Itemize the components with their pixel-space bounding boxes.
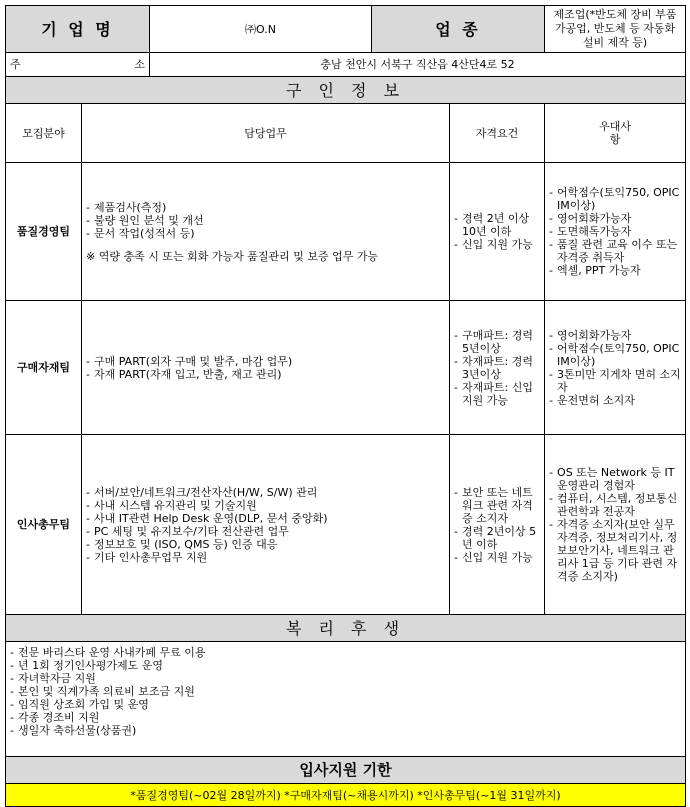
duties-list (82, 355, 449, 381)
industry-label: 업 종 (372, 6, 545, 53)
list-item: - 기타 인사총무업무 지원 (86, 551, 446, 564)
address-label-cell (6, 53, 150, 77)
deadline-title: 입사지원 기한 (6, 757, 686, 784)
job-info-title: 구 인 정 보 (6, 77, 686, 104)
welfare-item: - 전문 바리스타 운영 사내카페 무료 이용 (10, 646, 679, 659)
column-header-row (6, 104, 686, 163)
welfare-title: 복 리 후 생 (6, 615, 686, 642)
qualification-list (450, 486, 544, 564)
welfare-item: - 생일자 축하선물(상품권) (10, 724, 679, 737)
dept-name: 품질경영팀 (6, 163, 82, 301)
address-label-char-2: 소 (134, 58, 146, 71)
list-item: - 영어회화가능자 (549, 329, 682, 342)
list-item: - 자격증 소지자(보안 실무 자격증, 정보처리기사, 정보보안기사, 네트워크 관리사 1급 등 기타 관련 자격증 소지자) (549, 518, 682, 583)
preference-cell (545, 301, 686, 435)
col-header-preference: 우대사항 (545, 104, 686, 163)
list-item: - 사내 시스템 유지관리 및 기술지원 (86, 499, 446, 512)
qualification-cell (450, 163, 545, 301)
deadline-row (6, 784, 686, 807)
qualification-list (450, 329, 544, 407)
qualification-cell (450, 435, 545, 615)
list-item: - 경력 2년 이상 10년 이하 (454, 212, 541, 238)
list-item: - 어학점수(토익750, OPIC IM이상) (549, 186, 682, 212)
welfare-item: - 각종 경조비 지원 (10, 711, 679, 724)
list-item: - PC 세팅 및 유지보수/기타 전산관련 업무 (86, 525, 446, 538)
welfare-item: - 년 1회 정기인사평가제도 운영 (10, 659, 679, 672)
list-item: - 자재 PART(자재 입고, 반출, 재고 관리) (86, 368, 446, 381)
col-header-duties: 담당업무 (82, 104, 450, 163)
list-item: - 도면해독가능자 (549, 225, 682, 238)
welfare-row (6, 642, 686, 757)
welfare-item: - 본인 및 직계가족 의료비 보조금 지원 (10, 685, 679, 698)
job-posting-sheet (5, 5, 685, 807)
duties-cell (82, 163, 450, 301)
list-item: - 서버/보안/네트워크/전산자산(H/W, S/W) 관리 (86, 486, 446, 499)
preference-list (545, 466, 685, 583)
qualification-list (450, 212, 544, 251)
list-item: - 정보보호 및 (ISO, QMS 등) 인증 대응 (86, 538, 446, 551)
duties-list (82, 486, 449, 564)
deadline-title-row (6, 757, 686, 784)
address-row (6, 53, 686, 77)
preference-cell (545, 163, 686, 301)
job-row (6, 435, 686, 615)
list-item: - 엑셀, PPT 가능자 (549, 264, 682, 277)
welfare-item: - 임직원 상조회 가입 및 운영 (10, 698, 679, 711)
list-item: - 자재파트: 신입 지원 가능 (454, 381, 541, 407)
job-row (6, 301, 686, 435)
list-item: - 운전면허 소지자 (549, 394, 682, 407)
list-item: - 구매 PART(외자 구매 및 발주, 마감 업무) (86, 355, 446, 368)
address-label-char-1: 주 (10, 58, 21, 71)
company-name-value: ㈜O.N (150, 6, 372, 53)
job-info-title-row (6, 77, 686, 104)
duties-list (82, 201, 449, 240)
col-header-qualification: 자격요건 (450, 104, 545, 163)
col-header-field: 모집분야 (6, 104, 82, 163)
list-item: - 영어회화가능자 (549, 212, 682, 225)
list-item: - 신입 지원 가능 (454, 551, 541, 564)
list-item: - 신입 지원 가능 (454, 238, 541, 251)
list-item: - 불량 원인 분석 및 개선 (86, 214, 446, 227)
list-item: - 3톤미만 지게차 면허 소지자 (549, 368, 682, 394)
welfare-title-row (6, 615, 686, 642)
list-item: - 문서 작업(성적서 등) (86, 227, 446, 240)
preference-cell (545, 435, 686, 615)
preference-list (545, 329, 685, 407)
address-label (6, 58, 149, 71)
qualification-cell (450, 301, 545, 435)
preference-list (545, 186, 685, 277)
job-row (6, 163, 686, 301)
deadline-text: *품질경영팀(~02월 28일까지) *구매자재팀(~채용시까지) *인사총무팀(~1월 31일까지) (6, 784, 686, 807)
industry-value: 제조업(*반도체 장비 부품 가공업, 반도체 등 자동화 설비 제작 등) (545, 6, 686, 53)
job-posting-table (5, 5, 686, 807)
address-value: 충남 천안시 서북구 직산읍 4산단4로 52 (150, 53, 686, 77)
list-item: - 품질 관련 교육 이수 또는 자격증 취득자 (549, 238, 682, 264)
list-item: - 자재파트: 경력 3년이상 (454, 355, 541, 381)
welfare-list-cell (6, 642, 686, 757)
duty-note: ※ 역량 충족 시 또는 회화 가능자 품질관리 및 보증 업무 가능 (86, 249, 379, 263)
list-item: - 구매파트: 경력 5년이상 (454, 329, 541, 355)
list-item: - 경력 2년이상 5년 이하 (454, 525, 541, 551)
list-item: - 보안 또는 네트워크 관련 자격증 소지자 (454, 486, 541, 525)
list-item: - 사내 IT관련 Help Desk 운영(DLP, 문서 중앙화) (86, 512, 446, 525)
duties-cell (82, 435, 450, 615)
welfare-list (10, 646, 682, 737)
dept-name: 인사총무팀 (6, 435, 82, 615)
dept-name: 구매자재팀 (6, 301, 82, 435)
list-item: - 제품검사(측정) (86, 201, 446, 214)
duties-cell (82, 301, 450, 435)
company-row (6, 6, 686, 53)
list-item: - OS 또는 Network 등 IT 운영관리 경험자 (549, 466, 682, 492)
company-name-label: 기 업 명 (6, 6, 150, 53)
list-item: - 어학점수(토익750, OPIC IM이상) (549, 342, 682, 368)
list-item: - 컴퓨터, 시스템, 정보통신 관련학과 전공자 (549, 492, 682, 518)
welfare-item: - 자녀학자금 지원 (10, 672, 679, 685)
